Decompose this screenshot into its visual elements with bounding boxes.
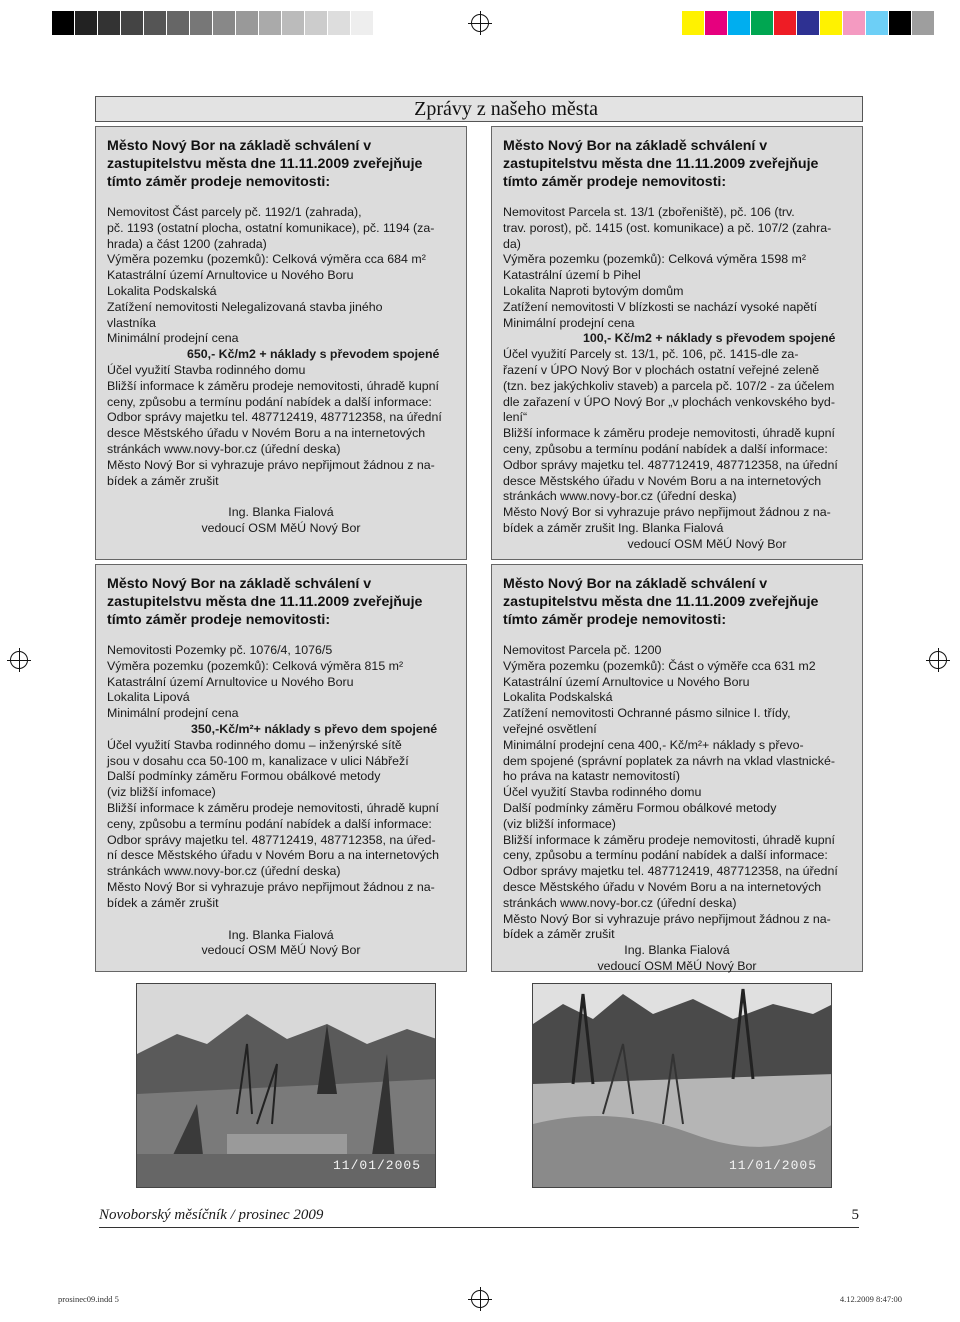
notice-line: ceny, způsobu a termínu podání nabídek a další informace: — [107, 394, 432, 409]
notice-line: bídek a záměr zrušit — [503, 927, 615, 942]
signature-name: Ing. Blanka Fialová — [624, 943, 730, 958]
notice-line: Další podmínky záměru Formou obálkové metody — [503, 800, 777, 815]
notice-line: dle zařazení v ÚPO Nový Bor „v plochách venkovského byd- — [503, 394, 835, 409]
notice-line: Lokalita Lipová — [107, 690, 190, 705]
notice-line: Minimální prodejní cena — [107, 706, 239, 721]
notice-line: Katastrální území Arnultovice u Nového Boru — [107, 674, 354, 689]
notice-line: Další podmínky záměru Formou obálkové metody — [107, 769, 381, 784]
signature-title: vedoucí OSM MěÚ Nový Bor — [201, 943, 361, 958]
notice-line: (viz bližší infomace) — [107, 785, 216, 800]
notice-line: Město Nový Bor si vyhrazuje právo nepřijmout žádnou z na- — [107, 457, 435, 472]
notice-line: Odbor správy majetku tel. 487712419, 487712358, na úřední — [107, 410, 442, 425]
notice-line: stránkách www.novy-bor.cz (úřední deska) — [503, 489, 737, 504]
notice-line: stránkách www.novy-bor.cz (úřední deska) — [107, 864, 341, 879]
signature-title: vedoucí OSM MěÚ Nový Bor — [627, 536, 787, 551]
notice-line: Město Nový Bor si vyhrazuje právo nepřijmout žádnou z na- — [503, 911, 831, 926]
notice-line: Výměra pozemku (pozemků): Část o výměře cca 631 m2 — [503, 658, 816, 673]
property-photo-right — [532, 983, 832, 1188]
notice-line: (tzn. bez jakýchkoliv staveb) a parcela pč. 107/2 - za účelem — [503, 378, 835, 393]
notice-line: Lokalita Naproti bytovým domům — [503, 283, 684, 298]
notice-line: Účel využití Stavba rodinného domu — [107, 362, 306, 377]
notice-line: řazení v ÚPO Nový Bor v plochách ostatní veřejné zeleně — [503, 362, 820, 377]
page-footer — [99, 1207, 859, 1228]
notice-line: ní desce Městského úřadu v Novém Boru a na internetových — [107, 848, 439, 863]
notice-line: bídek a záměr zrušit — [107, 895, 219, 910]
notice-line: Nemovitost Část parcely pč. 1192/1 (zahrada), — [107, 205, 362, 219]
notice-line: vlastníka — [107, 315, 156, 330]
notice-line: Katastrální území Arnultovice u Nového Boru — [503, 674, 750, 689]
notice-line: Katastrální území Arnultovice u Nového Boru — [107, 268, 354, 283]
notice-line: stránkách www.novy-bor.cz (úřední deska) — [503, 895, 737, 910]
notice-line: trav. porost), pč. 1415 (ost. komunikace) a pč. 107/2 (zahra- — [503, 220, 832, 235]
notice-line: Bližší informace k záměru prodeje nemovitosti, úhradě kupní — [107, 800, 439, 815]
notice-line: stránkách www.novy-bor.cz (úřední deska) — [107, 441, 341, 456]
registration-mark-icon — [471, 14, 489, 32]
notice-line: lení“ — [503, 410, 528, 425]
signature-name: Ing. Blanka Fialová — [228, 927, 334, 942]
notice-line: Zatížení nemovitosti Nelegalizovaná stavba jiného — [107, 299, 383, 314]
section-header — [95, 96, 863, 122]
notice-line: Minimální prodejní cena — [503, 315, 635, 330]
price-line: 100,- Kč/m2 + náklady s převodem spojené — [583, 331, 836, 346]
notice-line: Účel využití Stavba rodinného domu — [503, 785, 702, 800]
notice-line: Bližší informace k záměru prodeje nemovitosti, úhradě kupní — [503, 832, 835, 847]
notice-line: Účel využití Parcely st. 13/1, pč. 106, pč. 1415-dle za- — [503, 347, 799, 362]
notice-line: Bližší informace k záměru prodeje nemovitosti, úhradě kupní — [503, 426, 835, 441]
notice-line: da) — [503, 236, 521, 251]
notice-heading: Město Nový Bor na základě schválení v zastupitelstvu města dne 11.11.2009 zveřejňuje tímto záměr prodeje nemovitosti: — [107, 576, 423, 628]
notice-line: Nemovitost Parcela st. 13/1 (zbořeniště), pč. 106 (trv. — [503, 205, 795, 219]
notice-box-3 — [95, 564, 467, 972]
price-line: 350,-Kč/m²+ náklady s převo dem spojené — [191, 721, 438, 736]
notice-line: bídek a záměr zrušit — [107, 473, 219, 488]
notice-line: ho práva na katastr nemovitostí) — [503, 769, 680, 784]
signature-name: Ing. Blanka Fialová — [228, 505, 334, 520]
section-title: Zprávy z našeho města — [414, 98, 598, 120]
notice-line: ceny, způsobu a termínu podání nabídek a další informace: — [503, 848, 828, 863]
notice-box-2 — [491, 126, 863, 560]
notice-box-4 — [491, 564, 863, 972]
notice-line: jsou v dosahu cca 50-100 m, kanalizace v ulici Nábřeží — [107, 753, 409, 768]
file-slug: prosinec09.indd 5 — [58, 1294, 119, 1304]
page-number: 5 — [851, 1207, 859, 1223]
notice-line: Město Nový Bor si vyhrazuje právo nepřijmout žádnou z na- — [107, 879, 435, 894]
notice-line: Odbor správy majetku tel. 487712419, 487712358, na úřední — [503, 864, 838, 879]
property-photo-left — [136, 983, 436, 1188]
signature-title: vedoucí OSM MěÚ Nový Bor — [597, 958, 757, 973]
notice-line: (viz bližší informace) — [503, 816, 616, 831]
registration-mark-icon — [471, 1290, 489, 1308]
grayscale-color-bar — [52, 11, 374, 35]
registration-mark-icon — [929, 651, 947, 669]
signature-title: vedoucí OSM MěÚ Nový Bor — [201, 521, 361, 536]
notice-line: ceny, způsobu a termínu podání nabídek a další informace: — [503, 441, 828, 456]
notice-line: Katastrální území b Pihel — [503, 268, 641, 283]
notice-heading: Město Nový Bor na základě schválení v zastupitelstvu města dne 11.11.2009 zveřejňuje tímto záměr prodeje nemovitosti: — [503, 138, 819, 190]
magazine-title: Novoborský měsíčník / prosinec 2009 — [99, 1207, 324, 1223]
notice-line: desce Městského úřadu v Novém Boru a na internetových — [503, 473, 822, 488]
notice-line: Město Nový Bor si vyhrazuje právo nepřijmout žádnou z na- — [503, 505, 831, 520]
notice-line: Výměra pozemku (pozemků): Celková výměra cca 684 m² — [107, 252, 426, 267]
notice-line: pč. 1193 (ostatní plocha, ostatní komunikace), pč. 1194 (za- — [107, 220, 435, 235]
notice-line: dem spojené (správní poplatek za návrh na vklad vlastnické- — [503, 753, 835, 768]
notice-line: Výměra pozemku (pozemků): Celková výměra 1598 m² — [503, 252, 806, 267]
notice-line: Zatížení nemovitosti V blízkosti se nachází vysoké napětí — [503, 299, 818, 314]
notice-line: Nemovitosti Pozemky pč. 1076/4, 1076/5 — [107, 643, 333, 657]
notice-line: Nemovitost Parcela pč. 1200 — [503, 643, 662, 657]
notice-line: desce Městského úřadu v Novém Boru a na internetových — [107, 426, 426, 441]
notice-line: Minimální prodejní cena 400,- Kč/m²+ náklady s převo- — [503, 737, 804, 752]
print-date-slug: 4.12.2009 8:47:00 — [839, 1294, 902, 1304]
notice-line: Lokalita Podskalská — [107, 283, 217, 298]
notice-line: veřejné osvětlení — [503, 721, 597, 736]
notice-heading: Město Nový Bor na základě schválení v zastupitelstvu města dne 11.11.2009 zveřejňuje tímto záměr prodeje nemovitosti: — [503, 576, 819, 628]
notice-line: Zatížení nemovitosti Ochranné pásmo silnice I. třídy, — [503, 706, 791, 721]
price-line: 650,- Kč/m2 + náklady s převodem spojené — [187, 347, 440, 362]
notice-line: Odbor správy majetku tel. 487712419, 487712358, na úřed- — [107, 832, 436, 847]
notice-line: ceny, způsobu a termínu podání nabídek a další informace: — [107, 816, 432, 831]
notice-line: Lokalita Podskalská — [503, 690, 613, 705]
notice-line: Výměra pozemku (pozemků): Celková výměra 815 m² — [107, 658, 404, 673]
notice-line: hrada) a část 1200 (zahrada) — [107, 236, 267, 251]
photo-date-stamp: 11/01/2005 — [332, 1158, 421, 1173]
notice-line: Odbor správy majetku tel. 487712419, 487712358, na úřední — [503, 457, 838, 472]
notice-line: desce Městského úřadu v Novém Boru a na internetových — [503, 879, 822, 894]
notice-line: bídek a záměr zrušit Ing. Blanka Fialová — [503, 520, 724, 535]
cmyk-color-bar — [682, 11, 935, 35]
notice-heading: Město Nový Bor na základě schválení v zastupitelstvu města dne 11.11.2009 zveřejňuje tímto záměr prodeje nemovitosti: — [107, 138, 423, 190]
notice-line: Účel využití Stavba rodinného domu – inženýrské sítě — [107, 737, 402, 752]
notice-line: Bližší informace k záměru prodeje nemovitosti, úhradě kupní — [107, 378, 439, 393]
registration-mark-icon — [10, 651, 28, 669]
notice-line: Minimální prodejní cena — [107, 331, 239, 346]
photo-date-stamp: 11/01/2005 — [728, 1158, 817, 1173]
notice-box-1 — [95, 126, 467, 560]
